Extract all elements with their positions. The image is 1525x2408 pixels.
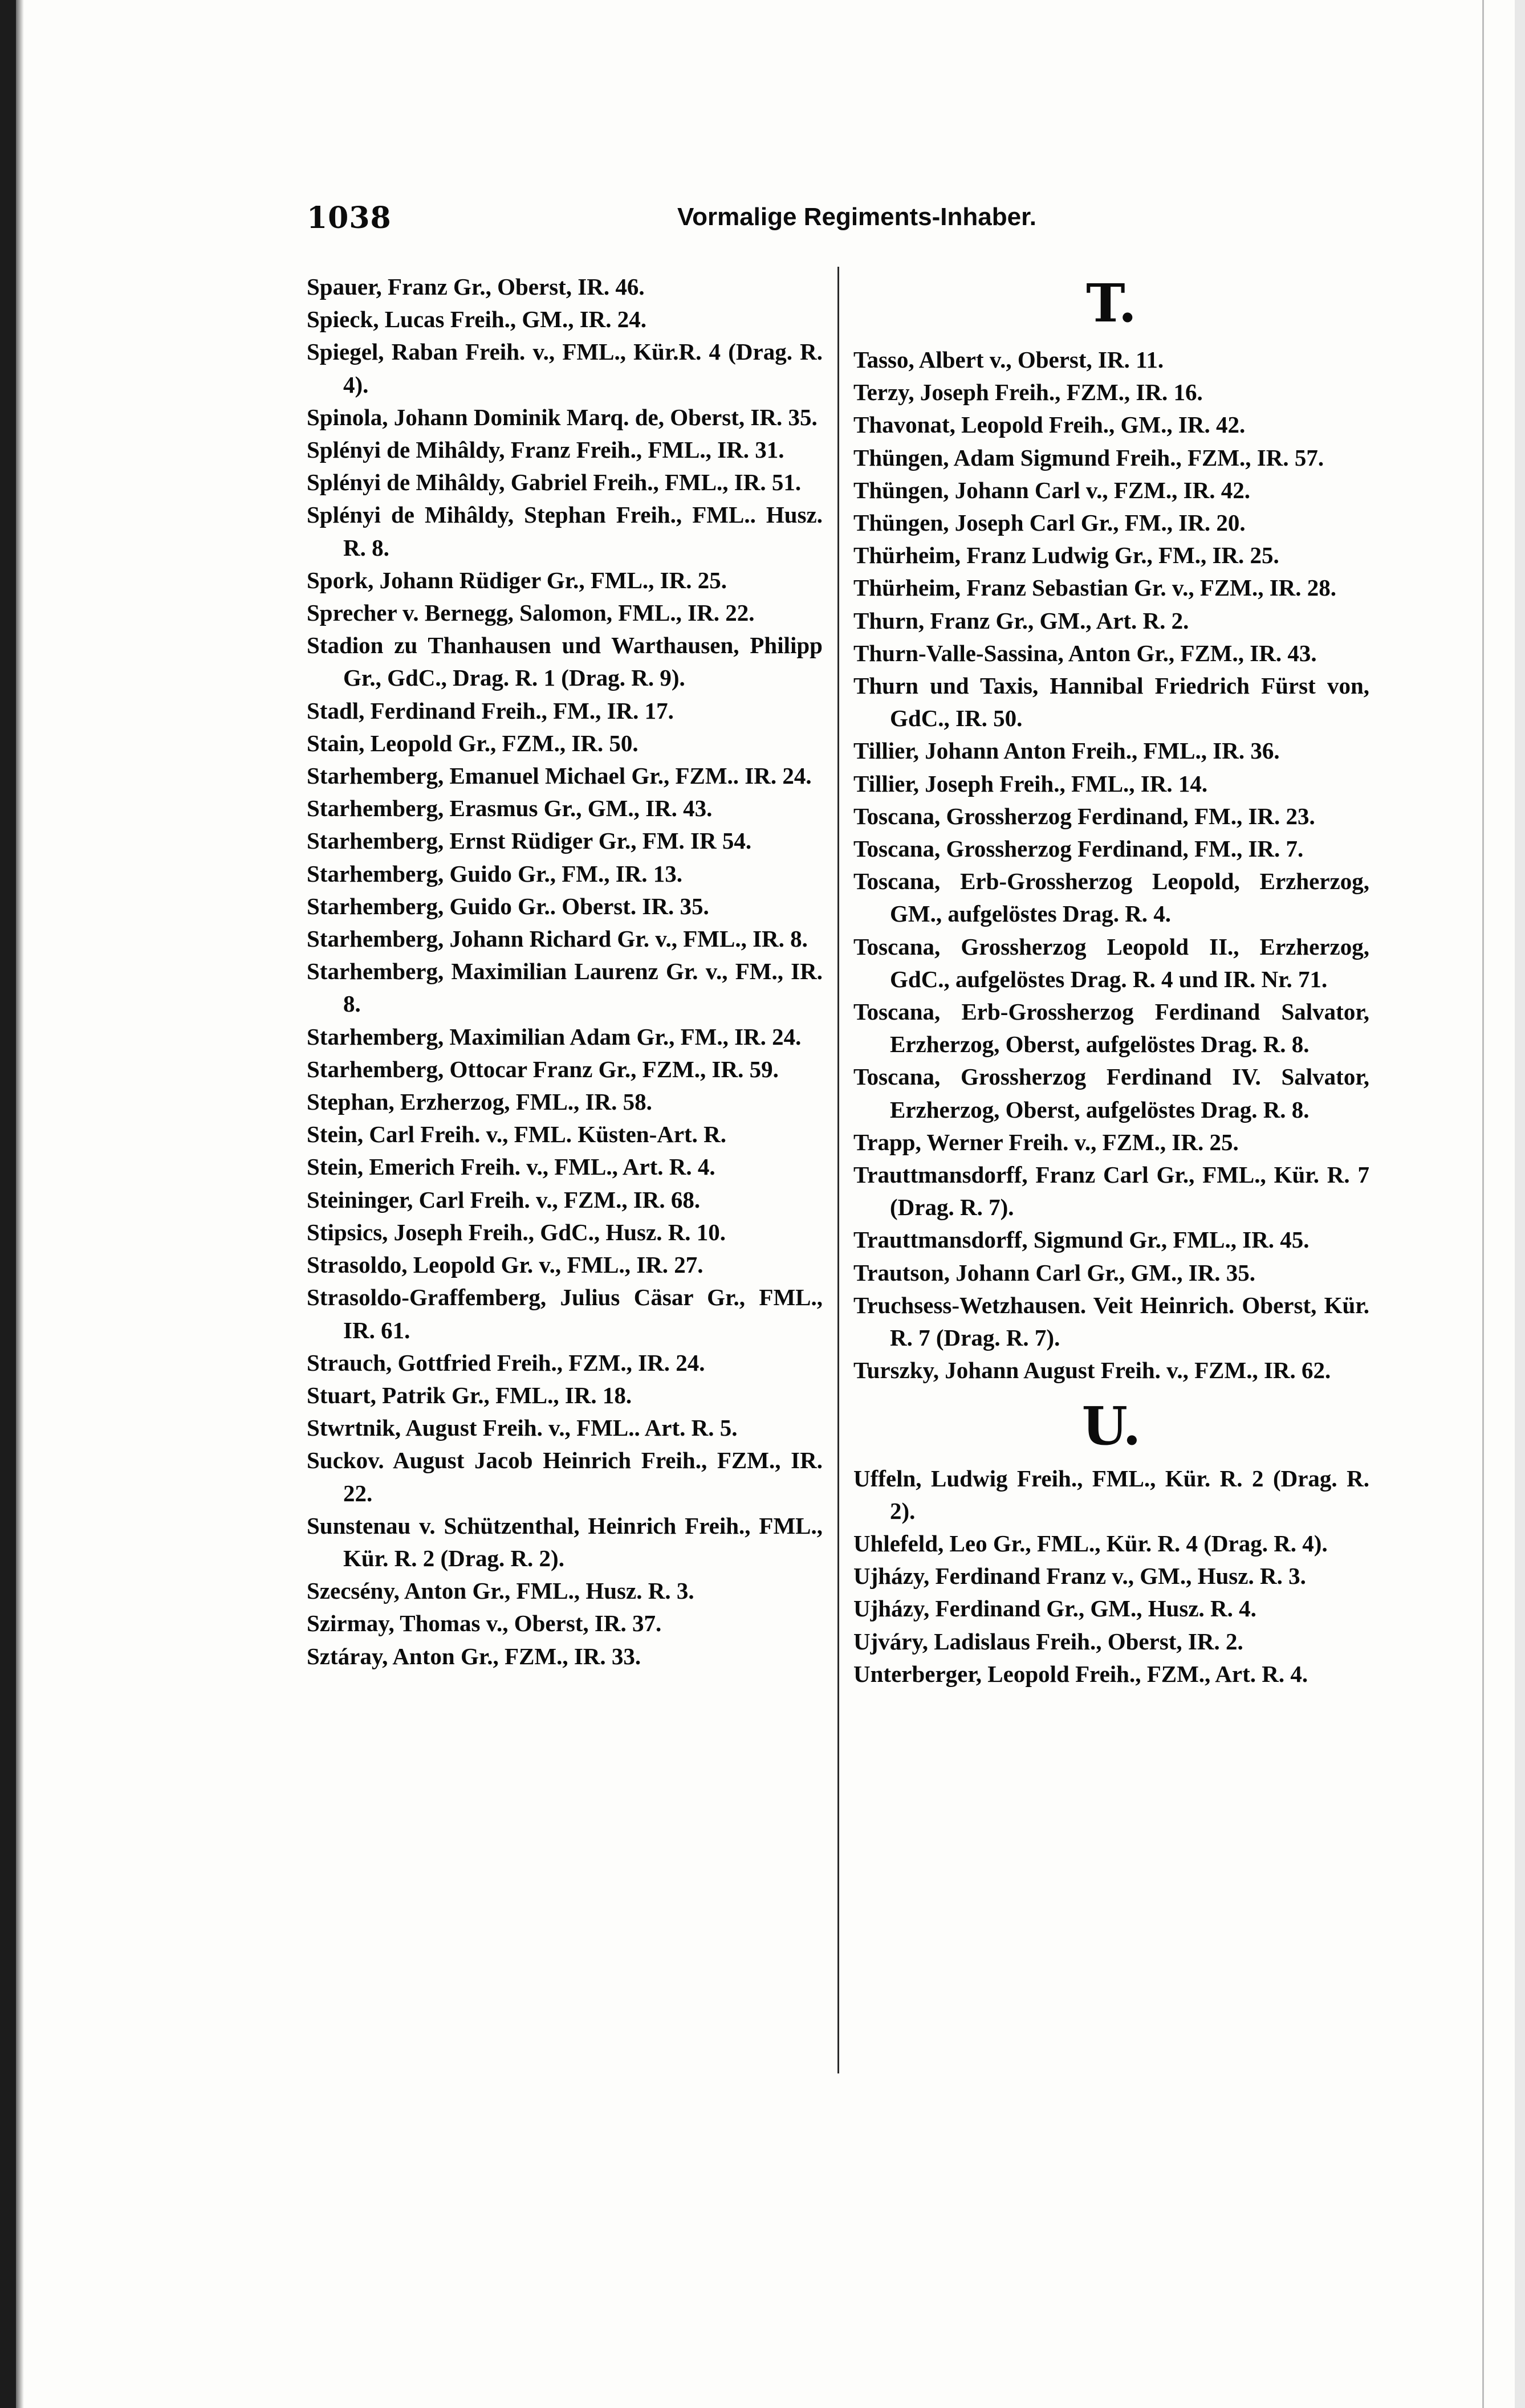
register-entry: Ujváry, Ladislaus Freih., Oberst, IR. 2. (853, 1628, 1243, 1655)
register-entry: Starhemberg, Guido Gr.. Oberst. IR. 35. (307, 893, 709, 919)
register-entry: Ujházy, Ferdinand Franz v., GM., Husz. R. 3. (853, 1563, 1306, 1590)
scan-edge-shadow (16, 0, 24, 2408)
register-entry: Spork, Johann Rüdiger Gr., FML., IR. 25. (307, 567, 727, 593)
register-entry: Trapp, Werner Freih. v., FZM., IR. 25. (853, 1128, 1239, 1155)
register-entry: Ujházy, Ferdinand Gr., GM., Husz. R. 4. (853, 1595, 1256, 1622)
register-entry: Thürheim, Franz Sebastian Gr. v., FZM., IR. 28. (853, 575, 1337, 601)
scan-edge-line (1482, 0, 1484, 2408)
register-entry: Unterberger, Leopold Freih., FZM., Art. R. 4. (853, 1660, 1308, 1687)
register-entry: Thavonat, Leopold Freih., GM., IR. 42. (853, 411, 1246, 438)
register-entry: Szirmay, Thomas v., Oberst, IR. 37. (307, 1610, 662, 1637)
register-entry: Stwrtnik, August Freih. v., FML.. Art. R. 5. (307, 1415, 738, 1441)
register-entry: Tillier, Joseph Freih., FML., IR. 14. (853, 770, 1208, 797)
register-entry: Stuart, Patrik Gr., FML., IR. 18. (307, 1382, 632, 1408)
register-entry: Toscana, Grossherzog Ferdinand, FM., IR. 7. (853, 836, 1304, 862)
register-entry: Strauch, Gottfried Freih., FZM., IR. 24. (307, 1349, 705, 1376)
register-entry: Thüngen, Johann Carl v., FZM., IR. 42. (853, 476, 1250, 503)
register-entry: Sunstenau v. Schützenthal, Heinrich Freih., FML., Kür. R. 2 (Drag. R. 2). (307, 1512, 823, 1571)
register-entry: Szecsény, Anton Gr., FML., Husz. R. 3. (307, 1578, 694, 1604)
register-entry: Tillier, Johann Anton Freih., FML., IR. 36. (853, 738, 1280, 764)
page-header (307, 201, 1390, 241)
right-column (853, 271, 1369, 1690)
register-entry: Trautson, Johann Carl Gr., GM., IR. 35. (853, 1259, 1256, 1286)
register-entry: Toscana, Erb-Grossherzog Leopold, Erzherzog, GM., aufgelöstes Drag. R. 4. (853, 868, 1369, 927)
page-number: 1038 (307, 201, 392, 235)
register-entry: Uffeln, Ludwig Freih., FML., Kür. R. 2 (Drag. R. 2). (853, 1465, 1369, 1524)
register-entry: Tasso, Albert v., Oberst, IR. 11. (853, 347, 1164, 373)
register-entry: Sprecher v. Bernegg, Salomon, FML., IR. 22. (307, 600, 755, 626)
register-entry: Splényi de Mihâldy, Franz Freih., FML., IR. 31. (307, 437, 784, 463)
register-entry: Spieck, Lucas Freih., GM., IR. 24. (307, 306, 647, 333)
scan-edge-left (0, 0, 16, 2408)
register-entry: Stadl, Ferdinand Freih., FM., IR. 17. (307, 697, 674, 724)
u-entry-list (853, 1462, 1369, 1690)
register-entry: Terzy, Joseph Freih., FZM., IR. 16. (853, 379, 1203, 406)
register-entry: Starhemberg, Maximilian Adam Gr., FM., IR. 24. (307, 1023, 802, 1050)
section-heading-u: U. (1081, 1395, 1141, 1457)
register-entry: Strasoldo-Graffemberg, Julius Cäsar Gr., FML., IR. 61. (307, 1284, 823, 1343)
register-entry: Spiegel, Raban Freih. v., FML., Kür.R. 4 (Drag. R. 4). (307, 339, 823, 398)
register-entry: Spauer, Franz Gr., Oberst, IR. 46. (307, 274, 645, 300)
register-entry: Trauttmansdorff, Sigmund Gr., FML., IR. 45. (853, 1227, 1310, 1253)
scan-edge-right (1515, 0, 1525, 2408)
register-entry: Starhemberg, Ottocar Franz Gr., FZM., IR. 59. (307, 1056, 779, 1082)
register-entry: Thurn und Taxis, Hannibal Friedrich Fürst von, GdC., IR. 50. (853, 673, 1369, 732)
register-entry: Stadion zu Thanhausen und Warthausen, Philipp Gr., GdC., Drag. R. 1 (Drag. R. 9). (307, 632, 823, 691)
register-entry: Thürheim, Franz Ludwig Gr., FM., IR. 25. (853, 542, 1279, 569)
register-entry: Starhemberg, Erasmus Gr., GM., IR. 43. (307, 795, 713, 822)
register-entry: Splényi de Mihâldy, Stephan Freih., FML.. Husz. R. 8. (307, 502, 823, 561)
register-entry: Starhemberg, Guido Gr., FM., IR. 13. (307, 860, 683, 887)
register-entry: Starhemberg, Emanuel Michael Gr., FZM.. IR. 24. (307, 763, 812, 789)
register-entry: Toscana, Grossherzog Leopold II., Erzherzog, GdC., aufgelöstes Drag. R. 4 und IR. Nr. 71. (853, 933, 1369, 992)
register-entry: Uhlefeld, Leo Gr., FML., Kür. R. 4 (Drag. R. 4). (853, 1530, 1328, 1557)
register-entry: Splényi de Mihâldy, Gabriel Freih., FML., IR. 51. (307, 469, 802, 496)
register-entry: Toscana, Grossherzog Ferdinand, FM., IR. 23. (853, 802, 1315, 829)
register-entry: Toscana, Grossherzog Ferdinand IV. Salvator, Erzherzog, Oberst, aufgelöstes Drag. R. 8. (853, 1064, 1369, 1123)
t-entry-list (853, 344, 1369, 1387)
register-entry: Steininger, Carl Freih. v., FZM., IR. 68. (307, 1186, 701, 1213)
register-entry: Spinola, Johann Dominik Marq. de, Oberst, IR. 35. (307, 404, 818, 430)
column-divider (837, 267, 839, 2073)
register-entry: Starhemberg, Maximilian Laurenz Gr. v., FM., IR. 8. (307, 958, 823, 1017)
section-heading-t: T. (1086, 272, 1137, 334)
register-entry: Thurn, Franz Gr., GM., Art. R. 2. (853, 607, 1189, 634)
register-entry: Thurn-Valle-Sassina, Anton Gr., FZM., IR. 43. (853, 639, 1317, 666)
register-entry: Stein, Carl Freih. v., FML. Küsten-Art. R. (307, 1121, 727, 1148)
left-column (307, 271, 823, 1673)
register-entry: Starhemberg, Ernst Rüdiger Gr., FM. IR 54. (307, 828, 752, 854)
left-entry-list (307, 271, 823, 1673)
register-entry: Thüngen, Joseph Carl Gr., FM., IR. 20. (853, 510, 1246, 536)
register-entry: Starhemberg, Johann Richard Gr. v., FML., IR. 8. (307, 926, 808, 952)
register-entry: Toscana, Erb-Grossherzog Ferdinand Salvator, Erzherzog, Oberst, aufgelöstes Drag. R. 8. (853, 999, 1369, 1058)
register-entry: Truchsess-Wetzhausen. Veit Heinrich. Oberst, Kür. R. 7 (Drag. R. 7). (853, 1291, 1369, 1351)
register-entry: Sztáray, Anton Gr., FZM., IR. 33. (307, 1643, 641, 1669)
running-title: Vormalige Regiments-Inhaber. (677, 203, 1037, 231)
register-entry: Stephan, Erzherzog, FML., IR. 58. (307, 1089, 652, 1115)
register-entry: Stein, Emerich Freih. v., FML., Art. R. 4. (307, 1154, 715, 1180)
register-entry: Turszky, Johann August Freih. v., FZM., IR. 62. (853, 1357, 1331, 1384)
register-entry: Suckov. August Jacob Heinrich Freih., FZM., IR. 22. (307, 1447, 823, 1506)
register-entry: Stain, Leopold Gr., FZM., IR. 50. (307, 730, 639, 756)
register-entry: Strasoldo, Leopold Gr. v., FML., IR. 27. (307, 1252, 703, 1278)
register-entry: Stipsics, Joseph Freih., GdC., Husz. R. 10. (307, 1219, 726, 1245)
register-entry: Thüngen, Adam Sigmund Freih., FZM., IR. 57. (853, 444, 1324, 471)
register-entry: Trauttmansdorff, Franz Carl Gr., FML., Kür. R. 7 (Drag. R. 7). (853, 1162, 1369, 1221)
